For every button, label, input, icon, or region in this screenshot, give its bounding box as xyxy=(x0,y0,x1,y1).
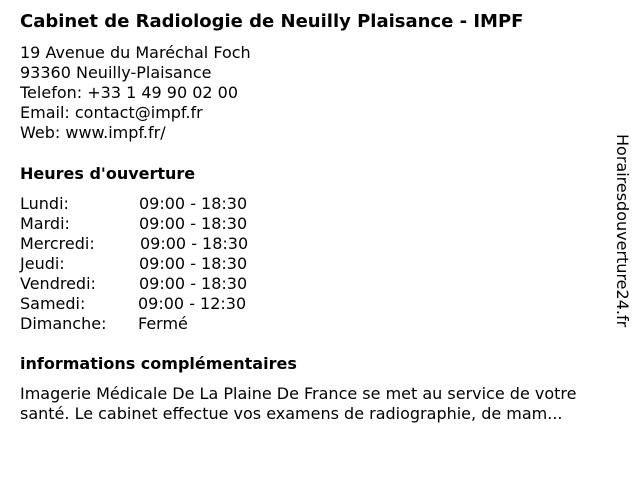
description-line: Imagerie Médicale De La Plaine De France se met au service de votre xyxy=(20,384,577,403)
hours-heading: Heures d'ouverture xyxy=(20,164,196,183)
info-heading: informations complémentaires xyxy=(20,354,297,373)
page-title: Cabinet de Radiologie de Neuilly Plaisance - IMPF xyxy=(20,11,524,32)
hours-time: 09:00 - 18:30 xyxy=(139,274,248,293)
hours-day: Mardi: xyxy=(20,214,70,233)
hours-time: 09:00 - 18:30 xyxy=(139,254,248,273)
address-web: Web: www.impf.fr/ xyxy=(20,123,166,142)
hours-day: Lundi: xyxy=(20,194,69,213)
hours-day: Vendredi: xyxy=(20,274,96,293)
address-phone: Telefon: +33 1 49 90 02 00 xyxy=(20,83,239,102)
address-email: Email: contact@impf.fr xyxy=(20,103,203,122)
address-block xyxy=(20,43,251,143)
hours-day: Dimanche: xyxy=(20,314,107,333)
address-city: 93360 Neuilly-Plaisance xyxy=(20,63,212,82)
hours-day: Jeudi: xyxy=(20,254,65,273)
hours-time: Fermé xyxy=(138,314,188,333)
hours-time: 09:00 - 12:30 xyxy=(138,294,247,313)
side-watermark-text: Horairesdouverture24.fr xyxy=(613,134,632,328)
hours-day: Mercredi: xyxy=(20,234,95,253)
side-watermark xyxy=(612,134,632,344)
description xyxy=(20,384,620,424)
description-line: santé. Le cabinet effectue vos examens de radiographie, de mam... xyxy=(20,404,563,423)
address-street: 19 Avenue du Maréchal Foch xyxy=(20,43,251,62)
hours-time: 09:00 - 18:30 xyxy=(140,234,249,253)
hours-time: 09:00 - 18:30 xyxy=(139,194,248,213)
hours-day: Samedi: xyxy=(20,294,86,313)
hours-time: 09:00 - 18:30 xyxy=(139,214,248,233)
